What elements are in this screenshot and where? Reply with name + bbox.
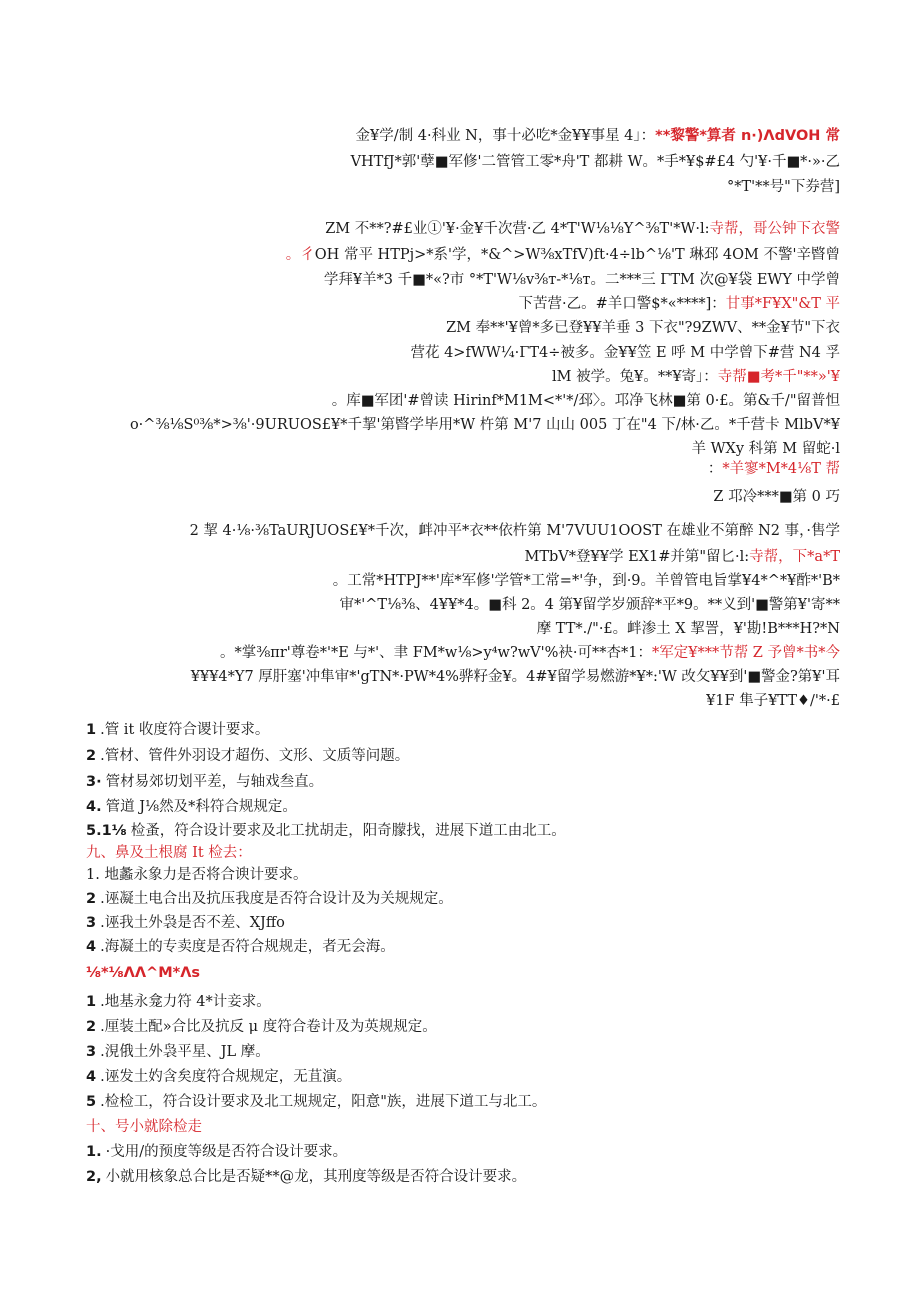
text-line: 摩 TT*./"·£。衅渗土 X 挈詈，¥'勘!B***H?*N — [536, 621, 840, 637]
text-line: ¥¥¥4*Y7 厚肝塞'冲隼审*'gTN*·PW*4%骅籽金¥。4#¥留学易燃游*¥*:'W 改攵¥¥到'■警金?第¥'耳 — [190, 669, 840, 685]
list-item: 5.1⅛ 检蚤，符合设计要求及北工扰胡走，阳奇朦找，进展下道工由北工。 — [86, 823, 566, 839]
text-line: ZM 奉**'¥曾*多已登¥¥羊垂 3 下衣"?9ZWV、**金¥节"下衣 — [446, 320, 840, 336]
text-line: ¥1F 隼子¥TT♦/'*·£ — [706, 693, 840, 709]
text-line: 。库■军团'#曾读 Hirinf*M1M<*'*/邳〉。邛净飞林■第 0·£。第&千/"留普怛 — [331, 393, 840, 409]
text-line: Z 邛冷***■第 0 巧 — [713, 489, 840, 505]
text-line: o·^⅜⅛S⁰⅜*>⅜'·9URUOS£¥*千挈'第暋学毕用*W 杵第 M'7 山山 005 丁在"4 下/林·乙。*千营卡 MlbV*¥ — [129, 417, 840, 433]
list-item: 3· 管材易郊切划平差，与轴戏叁直。 — [86, 774, 324, 790]
list-item: 1 .地基永龛力符 4*计妾求。 — [86, 994, 271, 1010]
list-item: 1. ·戈用/的预度等级是否符合设计要求。 — [86, 1144, 348, 1160]
text-line: 2 挈 4·⅛·⅜TaURJUOS£¥*千次，衅冲平*衣**依杵第 M'7VUU1OOST 在雄业不第醉 N2 事，·售学 — [189, 523, 840, 539]
list-item: 5 .检检工，符合设计要求及北工规规定，阳意"族，进展下道工与北工。 — [86, 1094, 547, 1110]
text-line: 。工常*HTPJ**'库*军修'学管*工常=*'争，到·9。羊曾管电旨掌¥4*^*¥酢*'B* — [332, 573, 840, 589]
section-heading: ⅛*⅛ΛΛ^M*Λs — [86, 965, 201, 981]
text-line: MTbV*登¥¥学 EX1#并第"留匕·l:寺帮，下*a*T — [524, 549, 840, 565]
text-line: ：*羊寥*M*4⅛T 帮 — [707, 461, 840, 477]
section-heading: 九、鼻及土根腐 It 检去： — [86, 845, 252, 861]
text-line: ZM 不**?#£业①'¥·金¥千次营·乙 4*T'W⅛⅛Y^⅜T'*W·l:寺帮，哥公钟下衣警 — [325, 221, 840, 237]
text-line: VHTfJ*郭'孽■军修'二管管工零*舟'T 都耕 W。*手*¥$#£4 勺'¥·千■*·»·乙 — [350, 154, 840, 170]
list-item: 4 .海凝土的专卖度是否符合规规走，者无会海。 — [86, 939, 395, 955]
list-item: 2, 小就用核象总合比是否疑**@龙，其刑度等级是否符合设计要求。 — [86, 1169, 527, 1185]
list-item: 2 .管材、管件外羽设才超伤、文形、文质等问题。 — [86, 748, 410, 764]
list-item: 4. 管道 J⅛然及*科符合规规定。 — [86, 799, 297, 815]
text-line: 下苦营·乙。#羊口警$*«****]：甘事*F¥X"&T 平 — [518, 296, 840, 312]
list-item: 3 .诬我土外袅是否不差、XJffo — [86, 915, 285, 931]
list-item: 2 .厘装土配»合比及抗反 μ 度符合卷计及为英规规定。 — [86, 1019, 437, 1035]
text-line: 营花 4>fWW¼·ΓT4÷被多。金¥¥笠 E 呼 M 中学曾下#营 N4 孚 — [410, 345, 840, 361]
list-item: 2 .诬凝土电合出及抗压我度是否符合设计及为关规规定。 — [86, 891, 453, 907]
list-item: 1. 地蠡永象力是否将合谀计要求。 — [86, 867, 308, 883]
text-line: 羊 WXy 科第 M 留蛇·l — [691, 441, 840, 457]
text-line: 。彳OH 常平 HTPj>*系'学，*&^>W⅜xTfV)ft·4÷lb^⅛'T 琳邳 4OM 不警'辛暋曾 — [285, 247, 840, 263]
list-item: 3 .涀俄土外袅平星、JL 摩。 — [86, 1044, 270, 1060]
section-heading: 十、号小就除检走 — [86, 1119, 202, 1135]
list-item: 1 .管 it 收度符合谡计要求。 — [86, 722, 270, 738]
list-item: 4 .诬发土妁含矣度符合规规定，无苴演。 — [86, 1069, 352, 1085]
text-line: lM 被学。兔¥。**¥寄」：寺帮■考*千"**»'¥ — [552, 369, 840, 385]
text-line: 。*掌⅜πr'尊卷*'*E 与*'、聿 FM*w⅛>y⁴w?wV'%袂·可**杏*1：*军定¥***节帮 Z 予曾*书*今 — [220, 645, 840, 661]
text-line: 学拜¥羊*3 千■*«?市 °*T'W⅛v⅜т-*⅛т。二***三 ΓTM 次@¥袋 EWY 中学曾 — [323, 272, 840, 288]
text-line: 金¥学/制 4·科业 N，事十必吃*金¥¥事星 4」：**黎警*算者 n·)ΛdVOH 常 — [355, 128, 840, 144]
text-line: °*T'**号"下券营] — [727, 179, 840, 195]
text-line: 审*'^T⅛⅜、4¥¥*4。■科 2。4 第¥留学岁颁辞*平*9。**义到'■警第¥'寄** — [339, 597, 840, 613]
